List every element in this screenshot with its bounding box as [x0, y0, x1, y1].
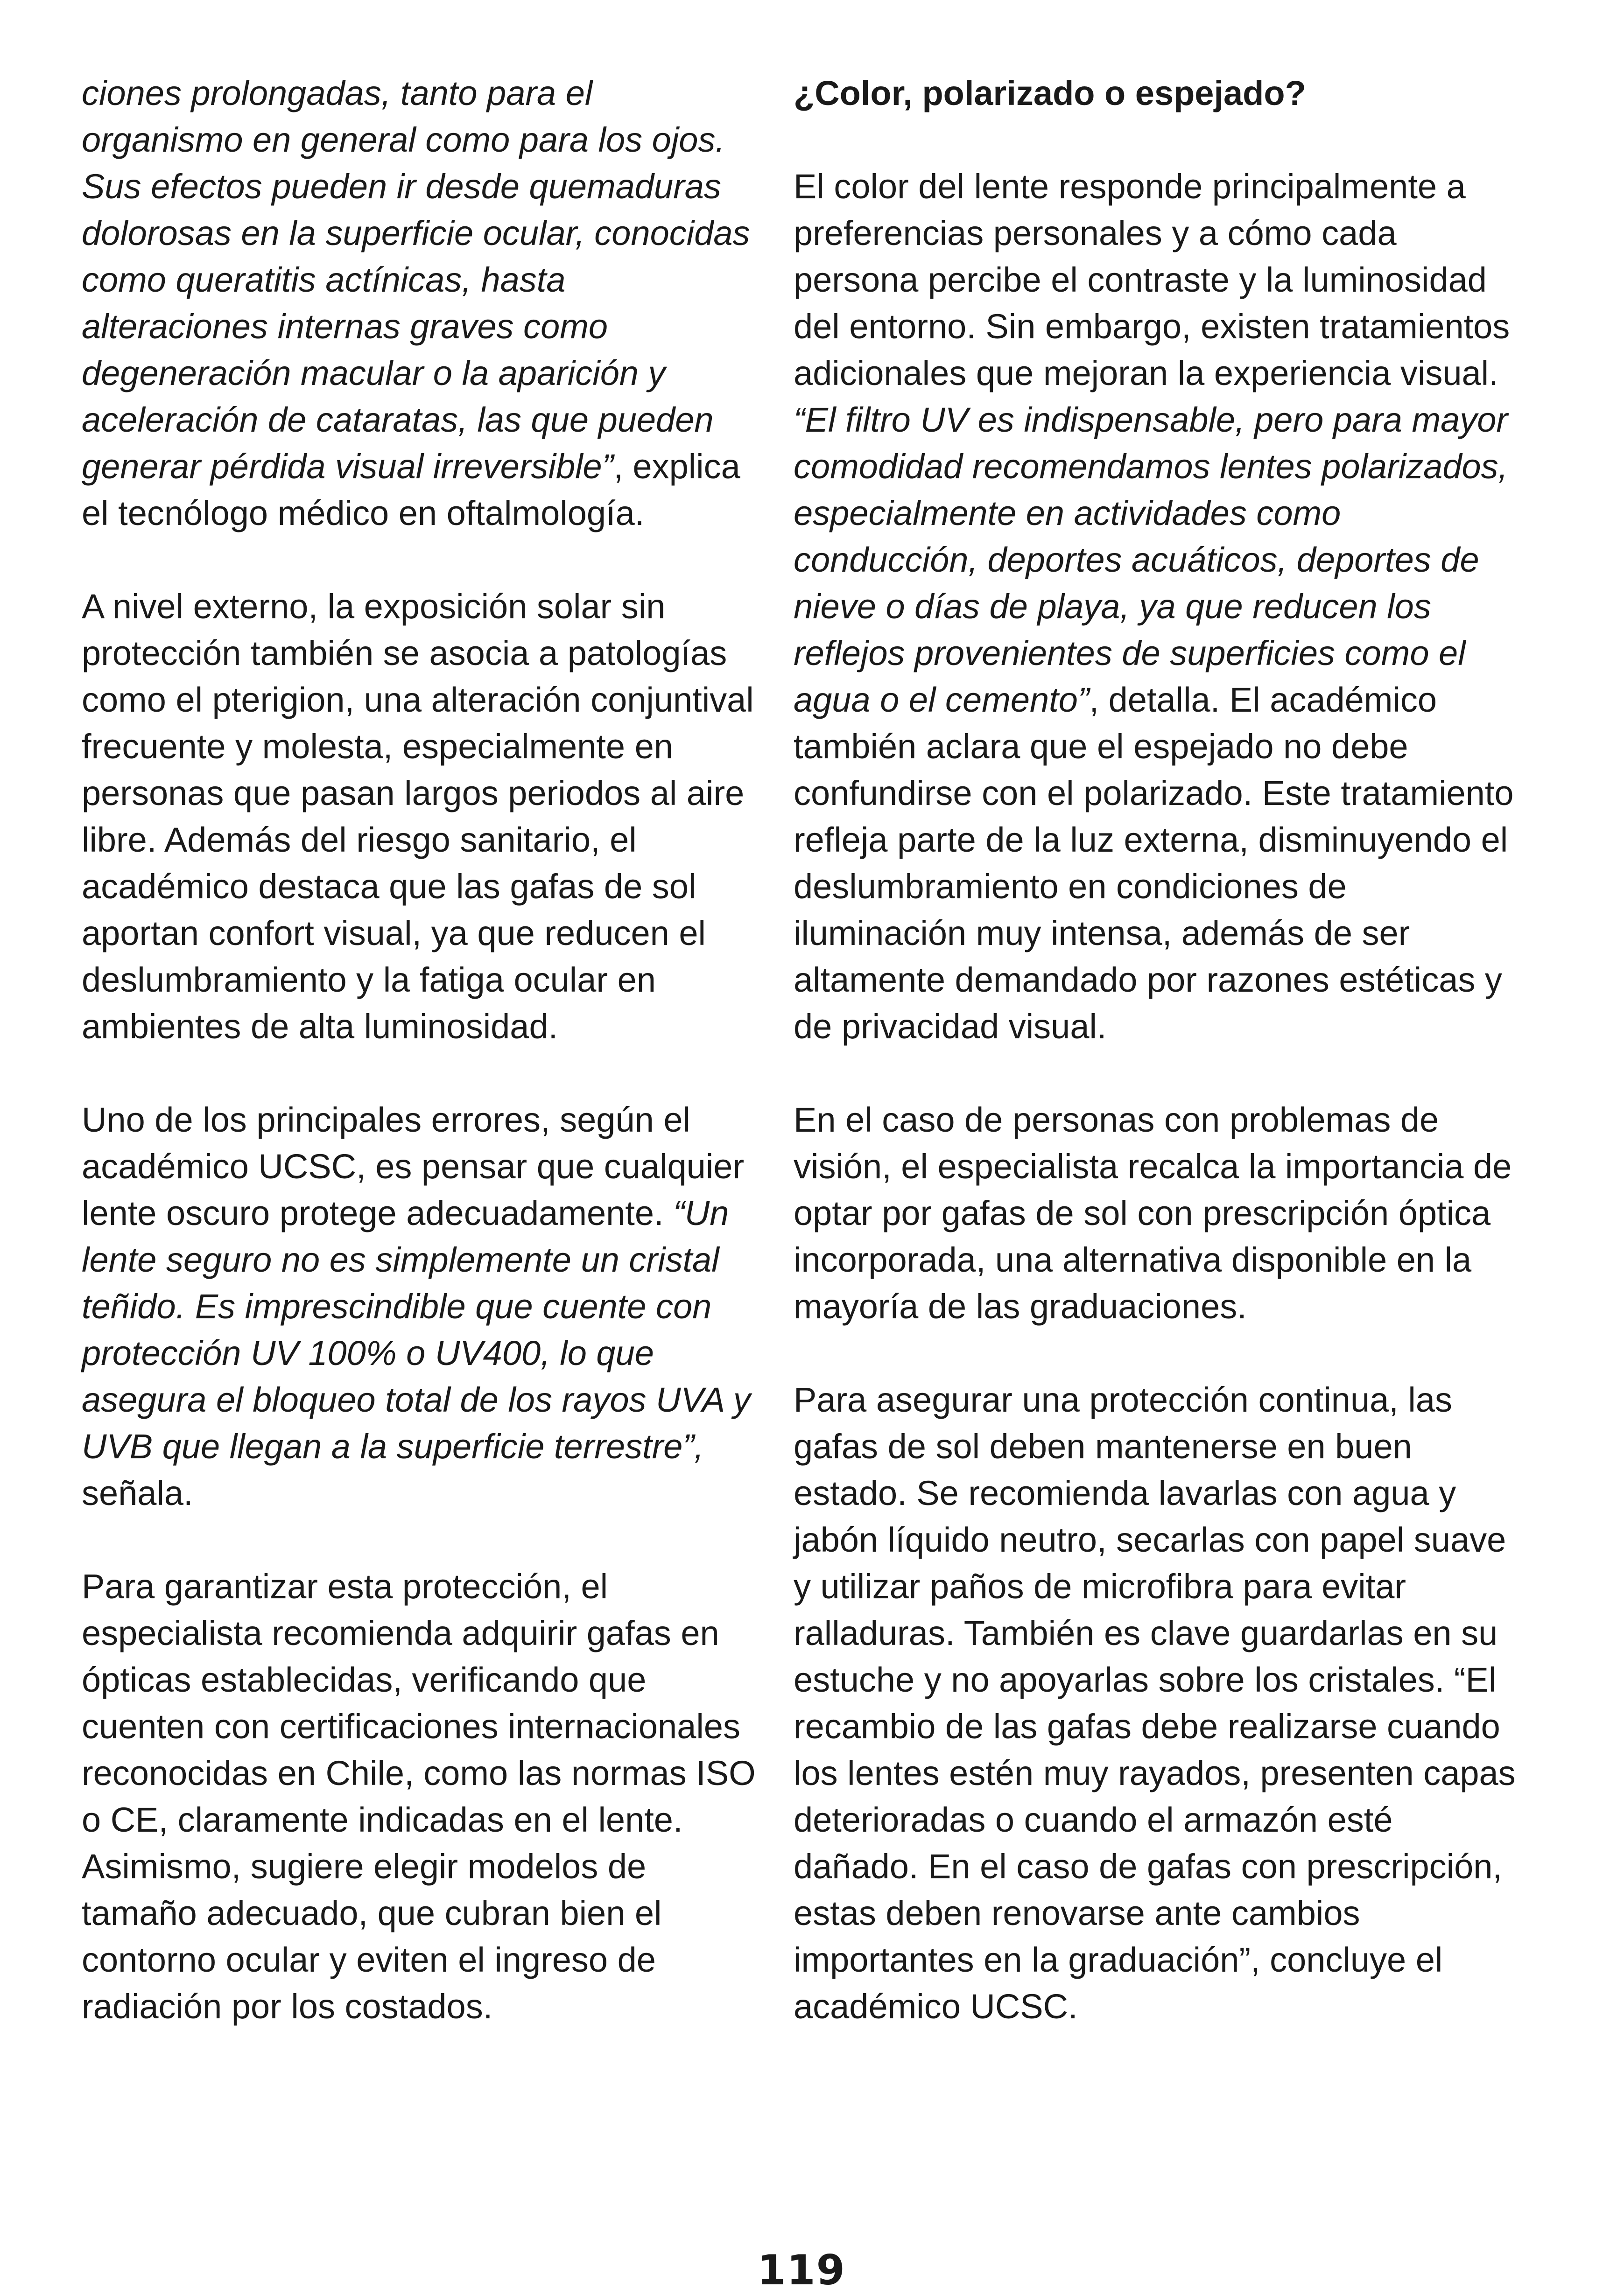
paragraph: A nivel externo, la exposición solar sin protección también se asocia a patologías como el pterigion, una alteración conjuntival frecuente y molesta, especialmente en personas que pasan largos periodos al aire libre. Además del riesgo sanitario, el académico destaca que las gafas de sol aportan confort visual, ya que reducen el deslumbramiento y la fatiga ocular en ambientes de alta luminosidad. [82, 587, 754, 1046]
body-text: , detalla. El académico también aclara que el espejado no debe confundirse con el polarizado. Este tratamiento refleja parte de la luz externa, disminuyendo el deslumbramiento en condiciones de iluminación muy intensa, además de ser altamente demandado por razones estéticas y de privacidad visual. [794, 680, 1514, 1046]
paragraph: Para asegurar una protección continua, las gafas de sol deben mantenerse en buen estado. Se recomienda lavarlas con agua y jabón líquido neutro, secarlas con papel suave y utilizar paños de microfibra para evitar ralladuras. También es clave guardarlas en su estuche y no apoyarlas sobre los cristales. “El recambio de las gafas debe realizarse cuando los lentes estén muy rayados, presenten capas deterioradas o cuando el armazón esté dañado. En el caso de gafas con prescripción, estas deben renovarse ante cambios importantes en la graduación”, concluye el académico UCSC. [794, 1380, 1516, 2026]
quote-text: “Un lente seguro no es simplemente un cristal teñido. Es imprescindible que cuente con protección UV 100% o UV400, lo que asegura el bloqueo total de los rayos UVA y UVB que llegan a la superficie terrestre”, [82, 1194, 751, 1466]
paragraph [82, 1097, 759, 1517]
quote-text: “El filtro UV es indispensable, pero para mayor comodidad recomendamos lentes polarizados, especialmente en actividades como conducción, deportes acuáticos, deportes de nieve o días de playa, ya que reducen los reflejos provenientes de superficies como el agua o el cemento” [794, 400, 1508, 719]
right-column [794, 70, 1522, 2030]
quote-text: ciones prolongadas, tanto para el organismo en general como para los ojos. Sus efectos pueden ir desde quemaduras dolorosas en la superficie ocular, conocidas como queratitis actínicas, hasta alteraciones internas graves como degeneración macular o la aparición y aceleración de cataratas, las que pueden generar pérdida visual irreversible” [82, 74, 750, 486]
attribution-text: , explica el tecnólogo médico en oftalmología. [82, 447, 740, 532]
left-column [82, 70, 759, 2030]
paragraph: En el caso de personas con problemas de visión, el especialista recalca la importancia de optar por gafas de sol con prescripción óptica incorporada, una alternativa disponible en la mayoría de las graduaciones. [794, 1100, 1512, 1326]
attribution-text: señala. [82, 1474, 193, 1512]
page-number: 119 [757, 2246, 846, 2294]
body-text: Uno de los principales errores, según el académico UCSC, es pensar que cualquier lente oscuro protege adecuadamente. [82, 1100, 745, 1232]
body-text: El color del lente responde principalmente a preferencias personales y a cómo cada persona percibe el contraste y la luminosidad del entorno. Sin embargo, existen tratamientos adicionales que mejoran la experiencia visual. [794, 167, 1510, 392]
paragraph [794, 163, 1522, 1050]
section-heading: ¿Color, polarizado o espejado? [794, 74, 1306, 112]
paragraph: Para garantizar esta protección, el especialista recomienda adquirir gafas en ópticas establecidas, verificando que cuenten con certificaciones internacionales reconocidas en Chile, como las normas ISO o CE, claramente indicadas en el lente. Asimismo, sugiere elegir modelos de tamaño adecuado, que cubran bien el contorno ocular y eviten el ingreso de radiación por los costados. [82, 1567, 756, 2026]
paragraph [82, 70, 759, 537]
